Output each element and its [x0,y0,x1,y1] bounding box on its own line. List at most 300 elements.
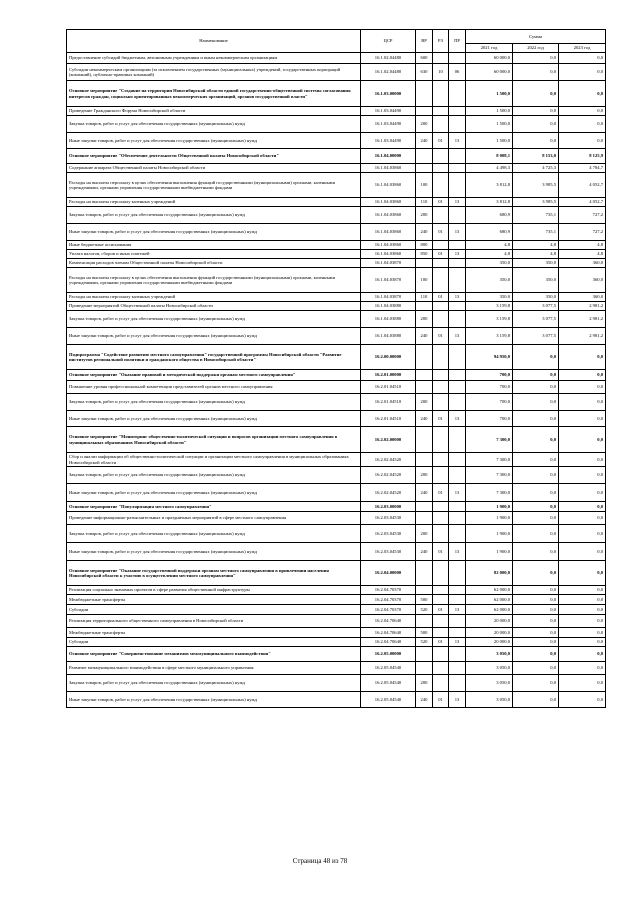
cell-y1: 1 900,0 [466,512,513,525]
cell-rz [433,81,449,107]
cell-csr: 16.1.04.03860 [361,198,416,207]
cell-vr [416,107,433,116]
table-row [67,453,606,467]
table-section-row [67,427,606,453]
cell-y1: 20 000,0 [466,628,513,638]
cell-csr: 16.2.01.04510 [361,394,416,411]
table-section-row [67,647,606,662]
cell-csr: 16.1.03.04490 [361,116,416,133]
cell-rz [433,427,449,453]
cell-csr: 16.2.01.04510 [361,411,416,427]
cell-name: Реализация социально значимых проектов в сфере развития общественной инфраструктуры [67,586,361,595]
cell-y1: 1 900,0 [466,502,513,512]
cell-y1: 680,9 [466,207,513,224]
cell-vr [416,370,433,381]
cell-y1: 20 000,0 [466,638,513,647]
cell-csr: 16.1.04.03880 [361,328,416,345]
cell-pr: 13 [449,638,466,647]
cell-y3: 0,0 [559,64,606,81]
header-rz: РЗ [433,30,449,53]
cell-name: Основное мероприятие "Оказание государственной поддержки органам местного самоуправления в привлечении населения Новосибирской области к участию в осуществлении местного самоуправления" [67,561,361,586]
cell-name: Предоставление субсидий бюджетным, автономным учреждениям и иным некоммерческим организациям [67,53,361,64]
cell-pr [449,647,466,662]
cell-pr: 13 [449,692,466,708]
cell-name: Закупка товаров, работ и услуг для обеспечения государственных (муниципальных) нужд [67,116,361,133]
cell-name: Иные закупки товаров, работ и услуг для обеспечения государственных (муниципальных) нужд [67,411,361,427]
cell-y3: 360,0 [559,293,606,302]
cell-pr [449,512,466,525]
table-section-row [67,370,606,381]
table-row [67,259,606,268]
cell-vr [416,149,433,164]
cell-pr: 13 [449,605,466,615]
cell-y1: 94 950,0 [466,345,513,370]
cell-pr: 13 [449,484,466,502]
cell-y3: 360,0 [559,259,606,268]
cell-csr: 16.2.00.00000 [361,345,416,370]
cell-y1: 62 000,0 [466,595,513,605]
cell-y1: 1 900,0 [466,525,513,543]
cell-csr: 16.1.04.00000 [361,149,416,164]
cell-y2: 0,0 [513,638,559,647]
cell-y2: 350,0 [513,259,559,268]
cell-y3: 0,0 [559,411,606,427]
cell-y2: 0,0 [513,605,559,615]
cell-y2: 3 077,5 [513,302,559,311]
table-row [67,116,606,133]
cell-vr [416,81,433,107]
table-row [67,328,606,345]
cell-y1: 60 000,0 [466,64,513,81]
cell-vr [416,502,433,512]
cell-pr [449,561,466,586]
cell-y3: 0,0 [559,381,606,394]
cell-rz: 10 [433,64,449,81]
cell-vr: 520 [416,605,433,615]
cell-y2: 0,0 [513,394,559,411]
cell-y2: 0,0 [513,381,559,394]
cell-y3: 0,0 [559,107,606,116]
cell-name: Сбор и анализ информации об общественно-политической ситуации и организации местного самоуправления в муниципальных образованиях Новосибирской области [67,453,361,467]
cell-name: Иные закупки товаров, работ и услуг для обеспечения государственных (муниципальных) нужд [67,692,361,708]
cell-vr: 850 [416,250,433,259]
cell-pr [449,53,466,64]
cell-name: Закупка товаров, работ и услуг для обеспечения государственных (муниципальных) нужд [67,311,361,328]
cell-pr [449,675,466,692]
cell-rz [433,512,449,525]
cell-pr [449,628,466,638]
table-row [67,615,606,628]
cell-csr: 16.2.05.04540 [361,692,416,708]
cell-y3: 0,0 [559,116,606,133]
cell-y1: 1 900,0 [466,543,513,561]
cell-csr: 16.2.04.70370 [361,595,416,605]
cell-y3: 0,0 [559,561,606,586]
cell-y3: 0,0 [559,453,606,467]
cell-csr: 16.2.04.70370 [361,605,416,615]
cell-rz [433,268,449,293]
cell-rz [433,662,449,675]
cell-y2: 0,0 [513,692,559,708]
table-section-row [67,502,606,512]
table-row [67,467,606,484]
cell-rz: 01 [433,133,449,149]
page-number: Страница 48 из 78 [292,857,348,865]
cell-rz [433,370,449,381]
header-year-2022: 2022 год [513,44,559,53]
cell-y2: 0,0 [513,662,559,675]
cell-pr [449,259,466,268]
header-sum: Сумма [466,30,606,44]
cell-pr [449,662,466,675]
cell-pr: 13 [449,411,466,427]
cell-y3: 0,0 [559,628,606,638]
cell-y2: 0,0 [513,107,559,116]
cell-y3: 0,0 [559,427,606,453]
cell-csr: 16.2.03.04530 [361,543,416,561]
table-row [67,107,606,116]
cell-name: Развитие межмуниципального взаимодействия в сфере местного муниципального управления [67,662,361,675]
cell-pr [449,427,466,453]
cell-rz: 01 [433,198,449,207]
cell-pr [449,173,466,198]
cell-vr: 600 [416,53,433,64]
cell-rz [433,525,449,543]
cell-vr: 500 [416,628,433,638]
table-section-row [67,561,606,586]
cell-csr: 16.2.02.04520 [361,453,416,467]
cell-name: Субсидии [67,638,361,647]
cell-y2: 0,0 [513,53,559,64]
cell-pr: 13 [449,198,466,207]
cell-csr: 16.1.02.04480 [361,64,416,81]
table-row [67,250,606,259]
cell-y2: 0,0 [513,561,559,586]
cell-rz [433,394,449,411]
cell-y3: 0,0 [559,467,606,484]
cell-y1: 7 300,0 [466,453,513,467]
cell-name: Межбюджетные трансферты [67,595,361,605]
cell-rz [433,149,449,164]
cell-y3: 0,0 [559,512,606,525]
cell-rz [433,302,449,311]
cell-name: Межбюджетные трансферты [67,628,361,638]
cell-name: Основное мероприятие "Оказание правовой и методической поддержки органам местного самоуправления" [67,370,361,381]
cell-rz [433,207,449,224]
cell-y2: 3 985,5 [513,173,559,198]
cell-y2: 0,0 [513,647,559,662]
table-row [67,512,606,525]
header-vr: ВР [416,30,433,53]
cell-pr [449,595,466,605]
cell-csr: 16.1.04.03860 [361,207,416,224]
cell-csr: 16.1.03.04490 [361,133,416,149]
table-body [67,53,606,708]
header-year-2021: 2021 год [466,44,513,53]
cell-y2: 0,0 [513,615,559,628]
cell-vr: 200 [416,394,433,411]
cell-y2: 350,0 [513,293,559,302]
cell-vr: 240 [416,543,433,561]
table-row [67,268,606,293]
cell-pr [449,241,466,250]
cell-y3: 0,0 [559,586,606,595]
cell-y1: 1 500,0 [466,107,513,116]
cell-pr [449,467,466,484]
cell-y2: 0,0 [513,586,559,595]
table-row [67,198,606,207]
cell-y1: 3 050,0 [466,647,513,662]
cell-y1: 8 008,1 [466,149,513,164]
cell-vr: 200 [416,525,433,543]
cell-name: Иные бюджетные ассигнования [67,241,361,250]
cell-vr [416,381,433,394]
cell-y3: 360,0 [559,268,606,293]
cell-y1: 700,0 [466,394,513,411]
cell-y2: 0,0 [513,628,559,638]
cell-y2: 3 985,5 [513,198,559,207]
cell-y3: 0,0 [559,595,606,605]
cell-vr [416,453,433,467]
cell-y3: 0,0 [559,605,606,615]
table-row [67,543,606,561]
cell-name: Закупка товаров, работ и услуг для обеспечения государственных (муниципальных) нужд [67,207,361,224]
cell-rz [433,615,449,628]
budget-table-sheet [66,29,605,708]
cell-vr [416,259,433,268]
cell-y3: 727,2 [559,224,606,241]
cell-y2: 0,0 [513,543,559,561]
cell-pr [449,116,466,133]
cell-y2: 0,0 [513,64,559,81]
cell-name: Основное мероприятие "Мониторинг общественно-политической ситуации и вопросов организации местного самоуправления в муниципальных образованиях Новосибирской области" [67,427,361,453]
cell-y3: 0,0 [559,525,606,543]
cell-pr [449,394,466,411]
cell-vr: 240 [416,484,433,502]
cell-vr [416,647,433,662]
cell-pr: 13 [449,293,466,302]
cell-name: Подпрограмма "Содействие развитию местного самоуправления" государственной программы Новосибирской области "Развитие институтов региональной политики и гражданского общества в Новосибирской области" [67,345,361,370]
cell-csr: 16.2.03.00000 [361,502,416,512]
cell-y2: 0,0 [513,133,559,149]
cell-vr: 200 [416,467,433,484]
cell-y1: 3 050,0 [466,675,513,692]
cell-name: Закупка товаров, работ и услуг для обеспечения государственных (муниципальных) нужд [67,525,361,543]
table-row [67,207,606,224]
cell-vr: 110 [416,198,433,207]
cell-vr: 240 [416,224,433,241]
cell-y1: 350,0 [466,293,513,302]
cell-vr: 500 [416,595,433,605]
table-row [67,64,606,81]
cell-rz: 01 [433,250,449,259]
header-name: Наименование [67,30,361,53]
cell-name: Расходы на выплаты персоналу в целях обеспечения выполнения функций государственными (муниципальными) органами, казенными учреждениями, органами управления государственными внебюджетными фондами [67,173,361,198]
table-row [67,411,606,427]
cell-csr: 16.1.04.03870 [361,259,416,268]
table-section-row [67,149,606,164]
cell-vr: 200 [416,675,433,692]
cell-rz [433,107,449,116]
cell-vr [416,427,433,453]
cell-rz [433,53,449,64]
cell-csr: 16.1.04.03870 [361,268,416,293]
cell-csr: 16.1.04.03860 [361,224,416,241]
cell-rz [433,586,449,595]
cell-pr: 13 [449,250,466,259]
cell-y3: 2 981,2 [559,302,606,311]
cell-pr [449,268,466,293]
table-row [67,605,606,615]
cell-csr: 16.2.02.00000 [361,427,416,453]
cell-rz [433,381,449,394]
cell-name: Содержание аппарата Общественной палаты Новосибирской области [67,164,361,173]
cell-rz: 01 [433,605,449,615]
cell-rz [433,259,449,268]
cell-name: Расходы на выплаты персоналу казенных учреждений [67,293,361,302]
cell-vr: 100 [416,268,433,293]
cell-y3: 0,0 [559,394,606,411]
cell-csr: 16.2.02.04520 [361,467,416,484]
cell-y1: 700,0 [466,411,513,427]
cell-csr: 16.1.04.03870 [361,293,416,302]
cell-y1: 3 812,8 [466,198,513,207]
cell-y1: 680,9 [466,224,513,241]
cell-vr [416,164,433,173]
cell-y2: 4,8 [513,241,559,250]
cell-csr: 16.2.05.00000 [361,647,416,662]
cell-csr: 16.1.02.04480 [361,53,416,64]
cell-rz [433,628,449,638]
cell-y1: 62 000,0 [466,605,513,615]
cell-vr [416,512,433,525]
cell-pr: 13 [449,543,466,561]
cell-name: Иные закупки товаров, работ и услуг для обеспечения государственных (муниципальных) нужд [67,484,361,502]
cell-pr [449,525,466,543]
cell-y1: 60 000,0 [466,53,513,64]
cell-csr: 16.2.01.00000 [361,370,416,381]
cell-y3: 4 052,7 [559,173,606,198]
cell-csr: 16.2.05.04540 [361,662,416,675]
cell-y3: 0,0 [559,638,606,647]
cell-rz [433,561,449,586]
cell-rz [433,241,449,250]
table-row [67,302,606,311]
cell-name: Субсидии некоммерческим организациям (за исключением государственных (муниципальных) учреждений, государственных корпораций (компаний), публично-правовых компаний) [67,64,361,81]
cell-name: Закупка товаров, работ и услуг для обеспечения государственных (муниципальных) нужд [67,394,361,411]
cell-csr: 16.2.05.04540 [361,675,416,692]
cell-y3: 0,0 [559,502,606,512]
cell-y1: 4,8 [466,250,513,259]
cell-y2: 0,0 [513,116,559,133]
cell-vr [416,345,433,370]
cell-y2: 0,0 [513,370,559,381]
table-row [67,628,606,638]
cell-vr: 200 [416,116,433,133]
cell-y3: 4 052,7 [559,198,606,207]
cell-name: Реализация территориального общественного самоуправления в Новосибирской области [67,615,361,628]
cell-y1: 350,0 [466,268,513,293]
cell-y1: 1 500,0 [466,116,513,133]
table-row [67,241,606,250]
cell-y1: 4,8 [466,241,513,250]
cell-y1: 7 300,0 [466,427,513,453]
cell-rz [433,467,449,484]
cell-csr: 16.1.03.00000 [361,81,416,107]
table-row [67,53,606,64]
cell-y3: 0,0 [559,81,606,107]
table-row [67,224,606,241]
cell-csr: 16.1.03.04490 [361,107,416,116]
cell-rz: 01 [433,293,449,302]
cell-rz: 01 [433,638,449,647]
budget-table [66,29,606,708]
cell-rz: 01 [433,484,449,502]
cell-pr: 13 [449,328,466,345]
cell-y2: 0,0 [513,595,559,605]
cell-csr: 16.2.03.04530 [361,512,416,525]
cell-pr: 06 [449,64,466,81]
cell-rz: 01 [433,411,449,427]
cell-y1: 3 812,8 [466,173,513,198]
cell-name: Иные закупки товаров, работ и услуг для обеспечения государственных (муниципальных) нужд [67,328,361,345]
cell-rz [433,453,449,467]
cell-y2: 0,0 [513,467,559,484]
cell-y3: 0,0 [559,345,606,370]
cell-name: Компенсация расходов членам Общественной палаты Новосибирской области [67,259,361,268]
cell-vr [416,561,433,586]
cell-csr: 16.1.04.03860 [361,164,416,173]
header-pr: ПР [449,30,466,53]
cell-csr: 16.2.04.70370 [361,586,416,595]
cell-rz: 01 [433,692,449,708]
cell-csr: 16.2.01.04510 [361,381,416,394]
header-year-2023: 2023 год [559,44,606,53]
cell-rz [433,345,449,370]
cell-pr [449,81,466,107]
cell-y1: 700,0 [466,381,513,394]
table-row [67,595,606,605]
cell-csr: 16.2.04.00000 [361,561,416,586]
cell-vr [416,302,433,311]
cell-rz [433,311,449,328]
cell-y1: 1 500,0 [466,81,513,107]
cell-pr [449,107,466,116]
cell-vr: 240 [416,411,433,427]
cell-y3: 0,0 [559,370,606,381]
cell-y3: 4 784,7 [559,164,606,173]
table-row [67,525,606,543]
cell-y2: 4,8 [513,250,559,259]
cell-name: Повышение уровня профессиональной компетенции представителей органов местного самоуправления [67,381,361,394]
cell-y3: 0,0 [559,675,606,692]
table-row [67,381,606,394]
cell-name: Иные закупки товаров, работ и услуг для обеспечения государственных (муниципальных) нужд [67,133,361,149]
cell-y1: 3 159,8 [466,328,513,345]
cell-name: Проведение Гражданского Форума Новосибирской области [67,107,361,116]
cell-vr: 630 [416,64,433,81]
table-row [67,133,606,149]
cell-y1: 3 050,0 [466,692,513,708]
cell-y1: 4 498,3 [466,164,513,173]
cell-y2: 0,0 [513,675,559,692]
cell-y2: 0,0 [513,81,559,107]
cell-pr [449,502,466,512]
cell-vr: 800 [416,241,433,250]
cell-name: Основное мероприятие "Совершенствование механизмов межмуниципального взаимодействия" [67,647,361,662]
cell-rz: 01 [433,543,449,561]
table-row [67,692,606,708]
